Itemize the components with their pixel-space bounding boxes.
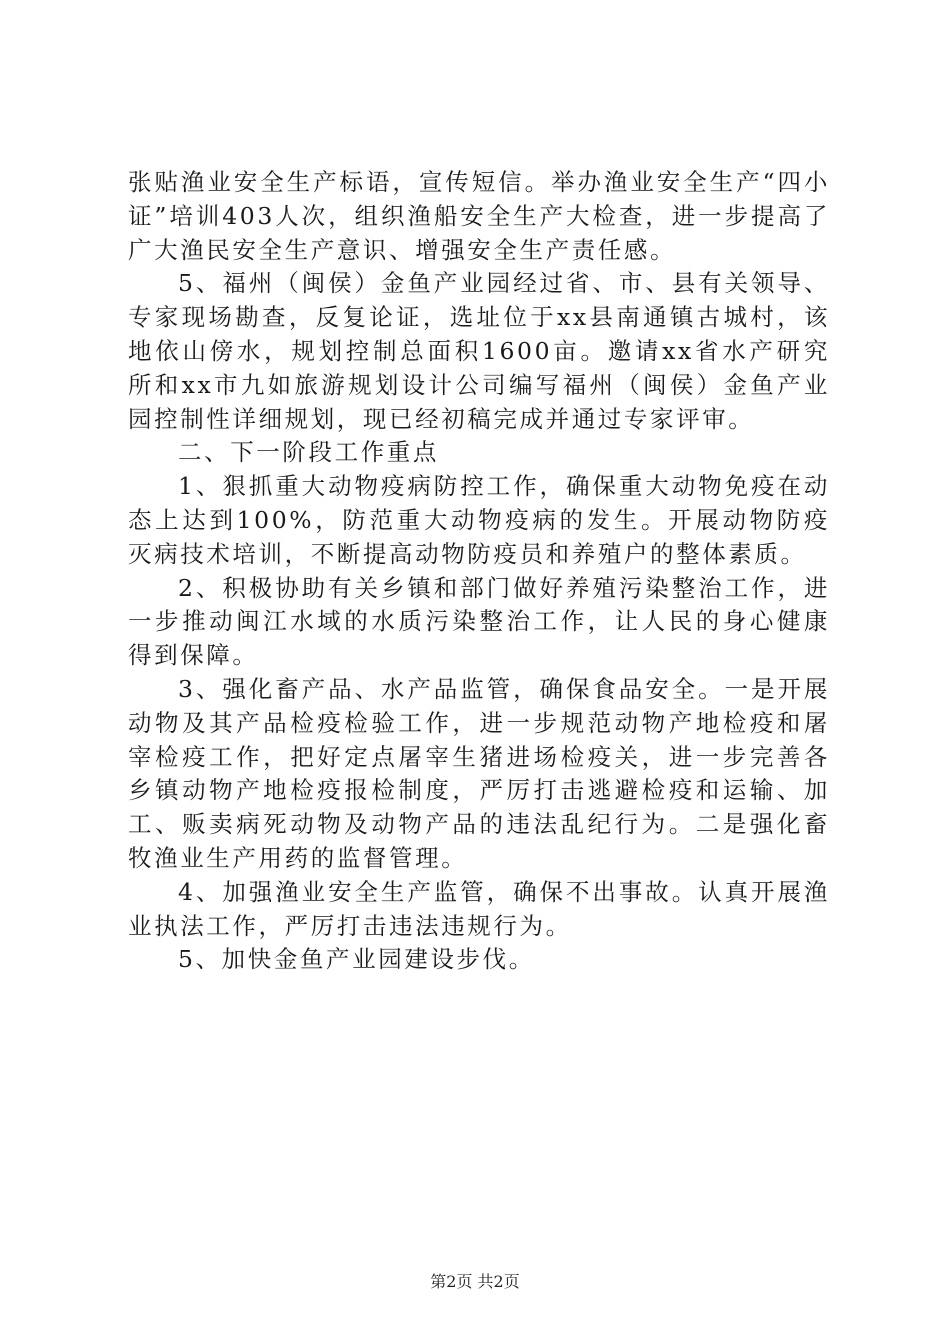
- paragraph-fishery-safety: 4、加强渔业安全生产监管，确保不出事故。认真开展渔业执法工作，严厉打击违法违规行为。: [128, 877, 830, 940]
- paragraph-park-construction: 5、加快金鱼产业园建设步伐。: [178, 945, 535, 974]
- paragraph-food-safety: 3、强化畜产品、水产品监管，确保食品安全。一是开展动物及其产品检疫检验工作，进一步规范动物产地检疫和屠宰检疫工作，把好定点屠宰生猪进场检疫关，进一步完善各乡镇动物产地检疫报检制度，严厉打击逃避检疫和运输、加工、贩卖病死动物及动物产品的违法乱纪行为。二是强化畜牧渔业生产用药的监督管理。: [128, 674, 830, 872]
- paragraph-epidemic-control: 1、狠抓重大动物疫病防控工作，确保重大动物免疫在动态上达到100%，防范重大动物疫病的发生。开展动物防疫灭病技术培训，不断提高动物防疫员和养殖户的整体素质。: [128, 472, 830, 568]
- section-heading-next-phase: 二、下一阶段工作重点: [178, 438, 439, 467]
- document-body: [128, 166, 830, 977]
- page-footer: 第2页 共2页: [430, 1272, 520, 1291]
- paragraph-pollution-control: 2、积极协助有关乡镇和部门做好养殖污染整治工作，进一步推动闽江水域的水质污染整治工作，让人民的身心健康得到保障。: [128, 573, 830, 670]
- paragraph-continuation: 张贴渔业安全生产标语，宣传短信。举办渔业安全生产“四小证”培训403人次，组织渔船安全生产大检查，进一步提高了广大渔民安全生产意识、增强安全生产责任感。: [128, 168, 830, 264]
- paragraph-goldfish-park: 5、福州（闽侯）金鱼产业园经过省、市、县有关领导、专家现场勘查，反复论证，选址位于xx县南通镇古城村，该地依山傍水，规划控制总面积1600亩。邀请xx省水产研究所和xx市九如旅游规划设计公司编写福州（闽侯）金鱼产业园控制性详细规划，现已经初稿完成并通过专家评审。: [128, 269, 830, 433]
